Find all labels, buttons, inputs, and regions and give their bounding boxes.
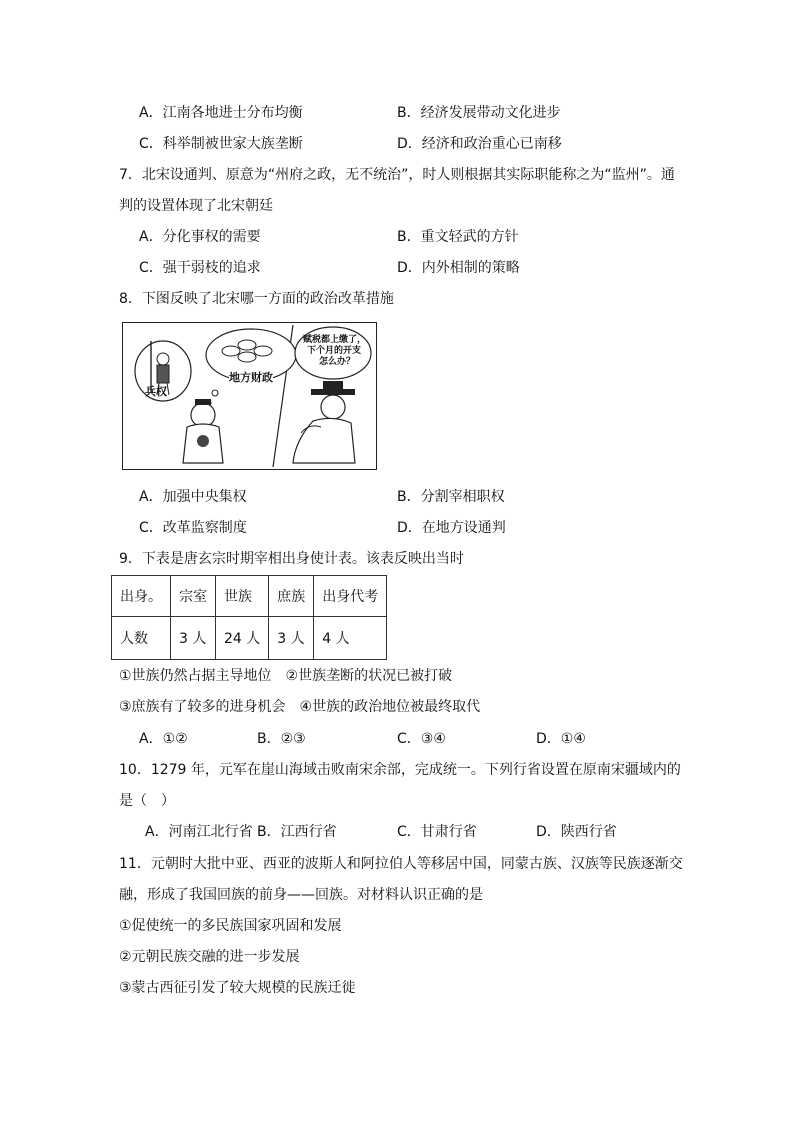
q11-statement-1: ①促使统一的多民族国家巩固和发展 [119, 918, 342, 934]
table-header-cell: 出身。 [112, 576, 171, 617]
q6-option-d: D．经济和政治重心已南移 [397, 136, 562, 152]
q9-statement-1: ①世族仍然占据主导地位 ②世族垄断的状况已被打破 [119, 668, 453, 684]
q10-option-a: A．河南江北行省 [145, 824, 253, 840]
q9-statement-2: ③庶族有了较多的进身机会 ④世族的政治地位被最终取代 [119, 699, 481, 715]
q6-option-a: A．江南各地进士分布均衡 [139, 105, 303, 121]
q11-statement-3: ③蒙古西征引发了较大规模的民族迁徙 [119, 980, 356, 996]
q7-option-b: B．重文轻武的方针 [397, 229, 519, 245]
q8-option-a: A．加强中央集权 [139, 489, 247, 505]
table-cell: 人数 [112, 617, 171, 660]
table-cell: 3 人 [269, 617, 314, 660]
q7-stem-line2: 判的设置体现了北宋朝廷 [119, 198, 273, 214]
q6-option-b: B．经济发展带动文化进步 [397, 105, 561, 121]
q7-stem-line1: 7．北宋设通判、原意为“州府之政，无不统治”，时人则根据其实际职能称之为“监州”。通 [119, 167, 675, 183]
q8-option-b: B．分割宰相职权 [397, 489, 505, 505]
q11-stem-line1: 11．元朝时大批中亚、西亚的波斯人和阿拉伯人等移居中国，同蒙古族、汉族等民族逐渐交 [119, 856, 683, 872]
table-cell: 3 人 [171, 617, 216, 660]
cartoon-label-bingquan: 兵权 [145, 385, 167, 398]
q9-table [111, 575, 387, 660]
q8-stem: 8．下图反映了北宋哪一方面的政治改革措施 [119, 291, 394, 307]
table-row [112, 576, 387, 617]
table-cell: 24 人 [216, 617, 269, 660]
q8-option-d: D．在地方设通判 [397, 520, 506, 536]
table-header-cell: 世族 [216, 576, 269, 617]
q10-option-d: D．陕西行省 [536, 824, 617, 840]
table-header-cell: 出身代考 [314, 576, 387, 617]
q9-option-b: B．②③ [257, 731, 306, 747]
q9-option-d: D．①④ [536, 731, 586, 747]
q10-option-b: B．江西行省 [257, 824, 337, 840]
q9-stem: 9．下表是唐玄宗时期宰相出身使计表。该表反映出当时 [119, 551, 464, 567]
table-row [112, 617, 387, 660]
q8-option-c: C．改革监察制度 [139, 520, 247, 536]
q9-option-c: C．③④ [397, 731, 446, 747]
q9-option-a: A．①② [139, 731, 188, 747]
q10-option-c: C．甘肃行省 [397, 824, 477, 840]
cartoon-speech-1: 赋税都上缴了， [303, 335, 367, 345]
q11-stem-line2: 融，形成了我国回族的前身——回族。对材料认识正确的是 [119, 887, 483, 903]
q7-option-d: D．内外相制的策略 [397, 260, 520, 276]
q8-cartoon [122, 322, 377, 470]
q10-stem-line1: 10．1279 年，元军在崖山海域击败南宋余部，完成统一。下列行省设置在原南宋疆域内的 [119, 762, 681, 778]
table-cell: 4 人 [314, 617, 387, 660]
cartoon-speech-3: 怎么办？ [319, 357, 356, 367]
q7-option-c: C．强干弱枝的追求 [139, 260, 261, 276]
q6-option-c: C．科举制被世家大族垄断 [139, 136, 303, 152]
table-header-cell: 庶族 [269, 576, 314, 617]
q11-statement-2: ②元朝民族交融的进一步发展 [119, 949, 300, 965]
q10-stem-line2: 是（ ） [119, 793, 175, 809]
table-header-cell: 宗室 [171, 576, 216, 617]
cartoon-speech-2: 下个月的开支 [307, 346, 362, 356]
cartoon-label-difang: 地方财政 [229, 369, 273, 387]
q7-option-a: A．分化事权的需要 [139, 229, 261, 245]
